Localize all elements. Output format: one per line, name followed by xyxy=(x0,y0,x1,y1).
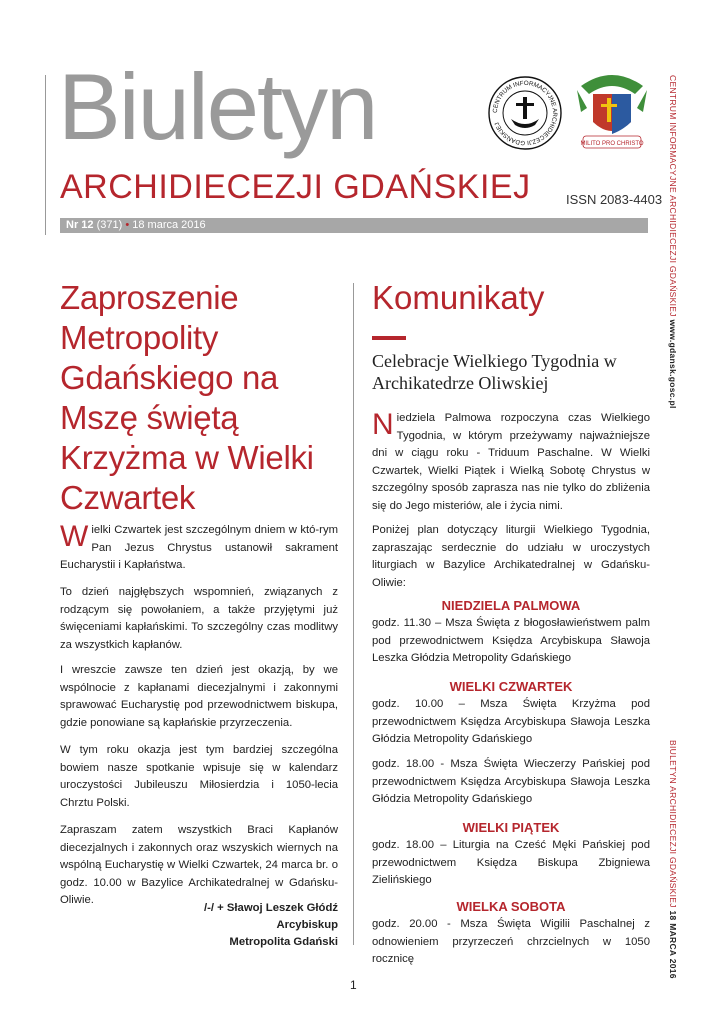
page-number: 1 xyxy=(350,978,357,992)
day-schedule: godz. 11.30 – Msza Święta z błogosławieństwem palm pod przewodnictwem Księdza Arcybiskupa Sławoja Leszka Głódzia Metropolity Gdańskiego xyxy=(372,617,650,664)
masthead-rule xyxy=(45,75,46,235)
coat-of-arms xyxy=(573,68,651,154)
left-paragraph-4: W tym roku okazja jest tym bardziej szczególna bowiem nasze spotkanie wpisuje się w kalendarz uroczystości Jubileuszu Miłosierdzia i 1050-lecia Chrztu Polski. xyxy=(60,744,338,809)
signature xyxy=(60,900,338,951)
left-paragraph-5: Zapraszam zatem wszystkich Braci Kapłanów diecezjalnych i zakonnych oraz wszyskich wiernych na wspólną Eucharystię w Wielki Czwartek, 24 marca br. o godz. 10.00 w Bazylice Archikatedralnej w Gdańsku-Oliwie. xyxy=(60,824,338,906)
day-heading: WIELKA SOBOTA xyxy=(456,899,566,914)
masthead-title: Biuletyn xyxy=(58,54,377,159)
svg-text:MILITO PRO CHRISTO: MILITO PRO CHRISTO xyxy=(580,141,644,147)
issue-number: Nr 12 xyxy=(66,219,94,231)
day-heading: WIELKI PIĄTEK xyxy=(462,820,560,835)
heading-accent xyxy=(372,336,406,340)
right-subheading: Celebracje Wielkiego Tygodnia w Archikatedrze Oliwskiej xyxy=(372,351,617,393)
day-schedule: godz. 10.00 – Msza Święta Krzyżma pod przewodnictwem Księdza Arcybiskupa Sławoja Leszka Głódzia Metropolity Gdańskiego xyxy=(372,698,650,745)
right-paragraph-1: Niedziela Palmowa rozpoczyna czas Wielkiego Tygodnia, w którym przeżywamy najważniejsze dni w ciągu roku - Triduum Paschalne. W Wielki Czwartek, Wielki Piątek i Wielką Sobotę Chrystus w szczególny sposób zaprasza nas nie tylko do zbliżenia się do Jego misteriów, ale i życia nimi. xyxy=(372,408,650,512)
right-article-heading: Komunikaty xyxy=(372,279,545,316)
column-divider xyxy=(353,283,354,945)
side-text-bottom: BIULETYN ARCHIDIECEZJI GDAŃSKIEJ 18 MARCA 2016 xyxy=(668,740,678,979)
day-heading: NIEDZIELA PALMOWA xyxy=(441,598,581,613)
day-schedule: godz. 18.00 - Msza Święta Wieczerzy Pańskiej pod przewodnictwem Księdza Arcybiskupa Sławoja Leszka Głódzia Metropolity Gdańskiego xyxy=(372,758,650,805)
left-article-heading: Zaproszenie Metropolity Gdańskiego na Mszę świętą Krzyżma w Wielki Czwartek xyxy=(60,279,314,516)
issue-date: 18 marca 2016 xyxy=(132,219,206,231)
svg-text:CENTRUM INFORMACYJNE ARCHIDIEC: CENTRUM INFORMACYJNE ARCHIDIECEZJI GDAŃSKIEJ xyxy=(491,79,559,147)
left-paragraph-2: To dzień najgłębszych wspomnień, związanych z rodzącym się powołaniem, a także przyjętymi już święceniami kapłańskimi. To szczególny czas modlitwy za wszystkich kapłanów. xyxy=(60,586,338,651)
signature-office: Metropolita Gdański xyxy=(229,936,338,948)
drop-cap: N xyxy=(372,408,394,441)
left-paragraph-3: I wreszcie zawsze ten dzień jest okazją, by we wspólnocie z kapłanami diecezjalnymi i zakonnymi sprawować Eucharystię pod przewodnictwem biskupa, gdzie ponowiane są kapłańskie przyrzeczenia. xyxy=(60,664,338,729)
day-schedule: godz. 20.00 - Msza Święta Wigilii Paschalnej z odnowieniem przyrzeczeń chrzcielnych w 1050 rocznicę xyxy=(372,918,650,965)
signature-title: Arcybiskup xyxy=(276,919,338,931)
left-paragraph-1: Wielki Czwartek jest szczególnym dniem w któ-rym Pan Jezus Chrystus ustanowił sakrament Eucharystii i Kapłaństwa. xyxy=(60,520,338,571)
signature-name: /-/ + Sławoj Leszek Głódź xyxy=(203,902,338,914)
issn: ISSN 2083-4403 xyxy=(566,192,663,207)
day-heading: WIELKI CZWARTEK xyxy=(449,679,573,694)
issue-bar: Nr 12 (371) • 18 marca 2016 xyxy=(60,218,648,233)
right-paragraph-2: Poniżej plan dotyczący liturgii Wielkiego Tygodnia, zapraszając serdecznie do udziału w uroczystych liturgiach w Bazylice Archikatedralnej w Gdańsku-Oliwie: xyxy=(372,524,650,589)
issue-sequence: (371) xyxy=(96,219,123,231)
side-text-top: CENTRUM INFORMACYJNE ARCHIDIECEZJI GDAŃSKIEJ www.gdansk.gosc.pl xyxy=(668,75,678,409)
side-url: www.gdansk.gosc.pl xyxy=(668,319,678,409)
side-date: 18 MARCA 2016 xyxy=(668,910,678,979)
day-schedule: godz. 18.00 – Liturgia na Cześć Męki Pańskiej pod przewodnictwem Księdza Biskupa Zbigniewa Zielińskiego xyxy=(372,839,650,886)
masthead-subtitle: ARCHIDIECEZJI GDAŃSKIEJ xyxy=(60,168,531,206)
drop-cap: W xyxy=(60,520,89,553)
info-center-stamp xyxy=(487,75,563,151)
